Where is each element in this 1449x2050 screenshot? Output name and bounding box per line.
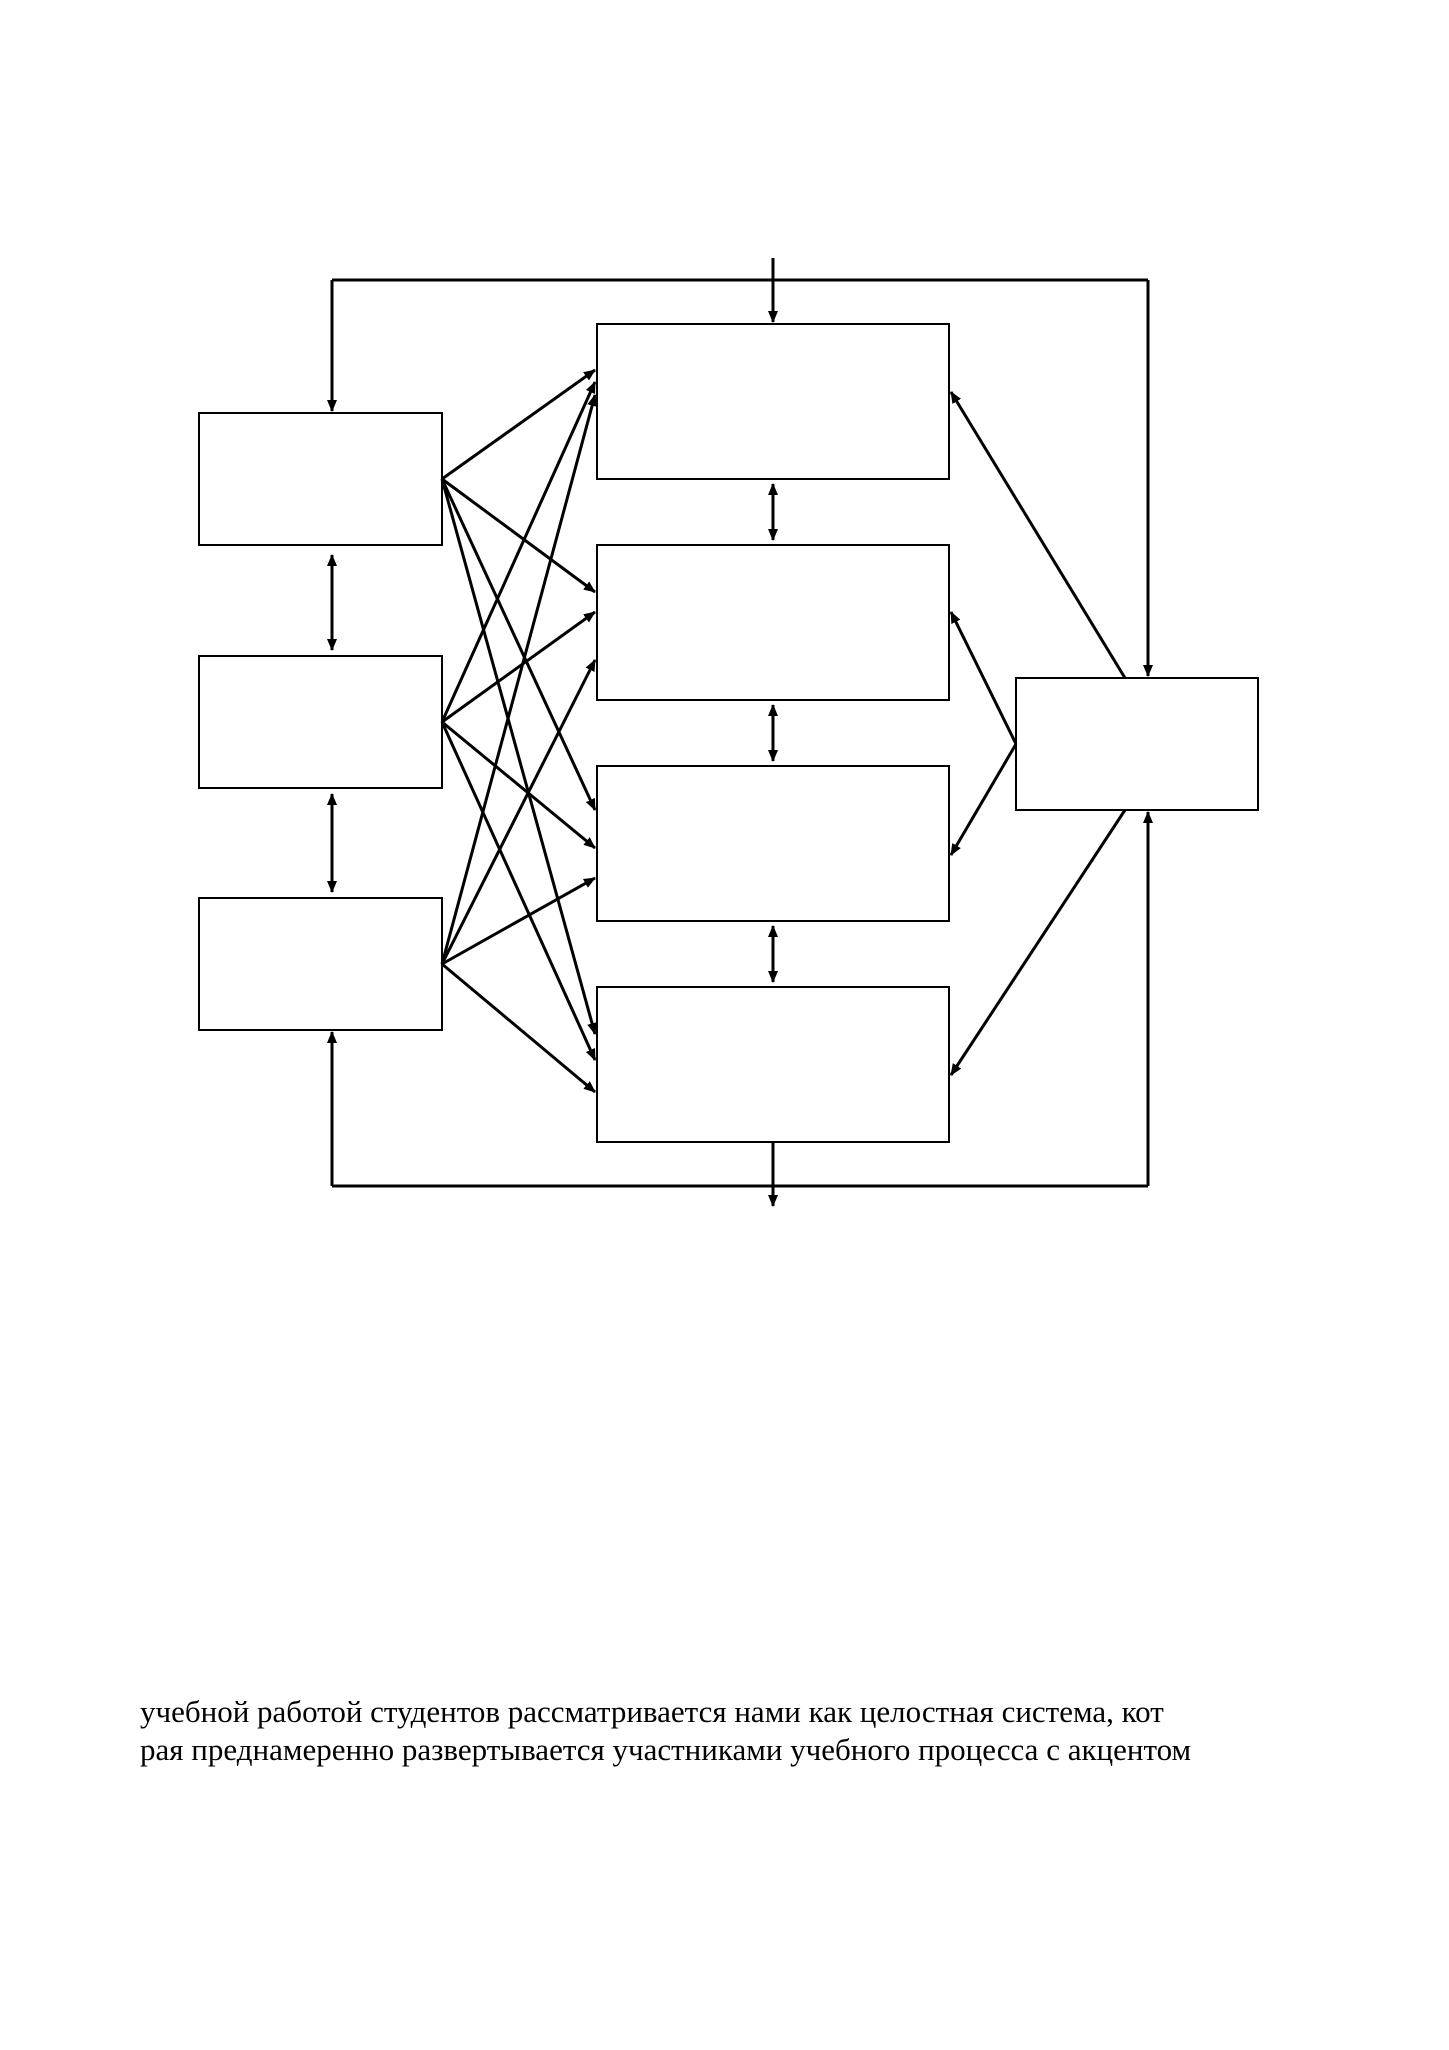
edge-left-middle-to-center-3 bbox=[442, 722, 595, 848]
edge-left-top-to-center-1 bbox=[442, 370, 595, 479]
edge-left-bottom-to-center-1 bbox=[442, 395, 595, 964]
right-box bbox=[1016, 678, 1258, 810]
edge-right-to-center-3 bbox=[951, 744, 1016, 855]
body-text bbox=[140, 1693, 1340, 1769]
body-text-line-1: учебной работой студентов рассматривается нами как целостная система, кот bbox=[140, 1694, 1164, 1729]
edge-right-to-center-1 bbox=[951, 392, 1125, 678]
left-bottom-box bbox=[199, 898, 442, 1030]
edge-right-to-center-4 bbox=[951, 810, 1125, 1075]
center-box-2 bbox=[597, 545, 949, 700]
center-box-4 bbox=[597, 987, 949, 1142]
left-top-box bbox=[199, 413, 442, 545]
edge-left-middle-to-center-1 bbox=[442, 382, 595, 722]
edge-right-to-center-2 bbox=[951, 612, 1016, 744]
edge-left-bottom-to-center-4 bbox=[442, 964, 595, 1092]
left-middle-box bbox=[199, 656, 442, 788]
edge-left-top-to-center-2 bbox=[442, 479, 595, 592]
center-box-1 bbox=[597, 324, 949, 479]
center-box-3 bbox=[597, 766, 949, 921]
body-text-line-2: рая преднамеренно развертывается участниками учебного процесса с акцентом bbox=[140, 1732, 1192, 1767]
